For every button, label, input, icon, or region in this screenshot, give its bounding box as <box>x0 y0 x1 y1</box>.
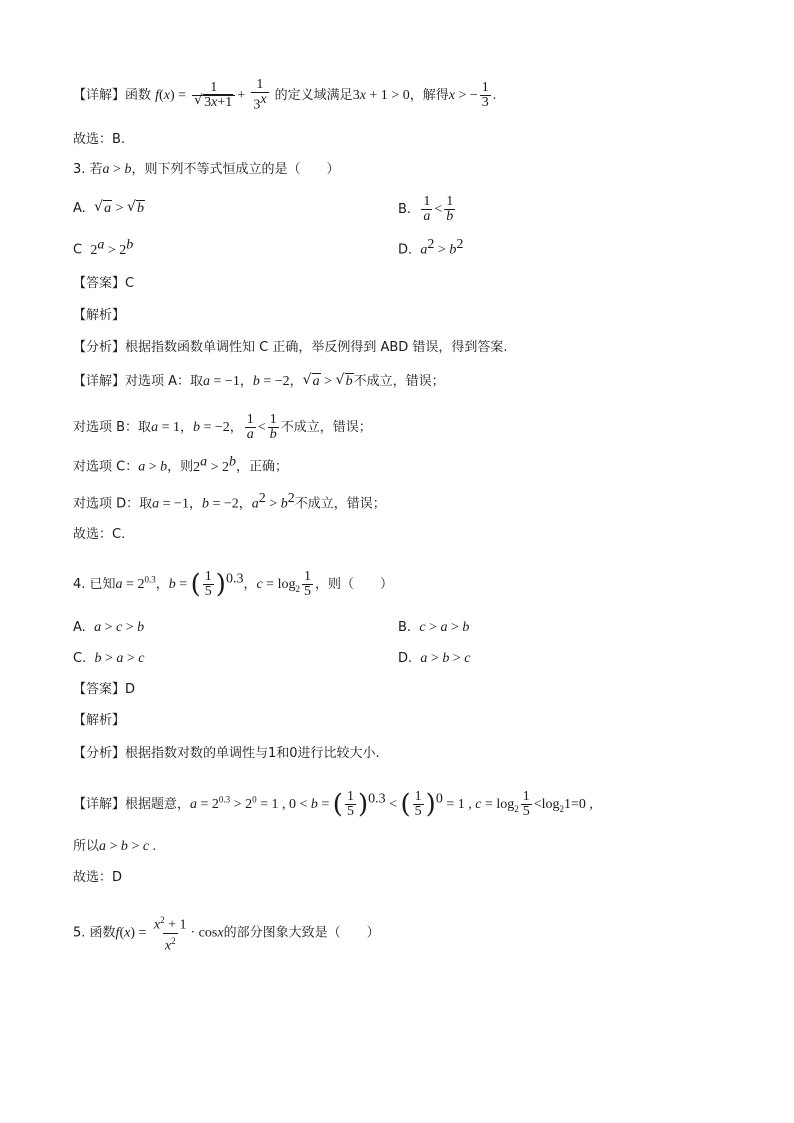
q4-option-a: A. a > c > b <box>73 620 145 635</box>
q4-option-b: B. c > a > b <box>398 620 470 635</box>
q4-detail: 【详解】根据题意，$a = 2^{0.3} > 2^0 = 1$ , 0 < b = ( $\frac{1}{5}$ )$^{0.3}$ < ( $\frac{1}{5}$ )$^0$ = 1 , $c = \log_2$ $\frac{1}{5}$ $<\log_21=0$ , <box>73 789 593 820</box>
q3-detail-c: 对选项 C：a > b，则$2^a > 2^b$，正确； <box>73 454 289 475</box>
q3-analysis: 【分析】根据指数函数单调性知 C 正确，举反例得到 ABD 错误，得到答案. <box>73 340 508 355</box>
q3-analysis-label: 【解析】 <box>73 308 126 323</box>
q3-option-b: B. $\frac{1}{a}$ < $\frac{1}{b}$ <box>398 194 454 224</box>
formula-fx: f <box>155 87 160 103</box>
question-4-stem: 4. 已知$a = 2^{0.3}$，b = ( $\frac{1}{5}$ )$^{0.3}$，$c = \log_2$ $\frac{1}{5}$ ，则（ ） <box>73 569 393 600</box>
q4-analysis: 【分析】根据指数对数的单调性与1和0进行比较大小. <box>73 746 380 761</box>
q3-detail-a: 【详解】对选项 A：取a = −1，b = −2，√ a > √ b不成立，错误； <box>73 373 445 391</box>
fraction-1-sqrt: 1 √ 3x+1 <box>192 81 235 110</box>
q3-option-c: C $2^a > 2^b$ <box>73 237 134 258</box>
q3-choose: 故选：C. <box>73 527 126 542</box>
detail-line-q2: 【详解】函数 f(x) = 1 √ 3x+1 + $\frac{1}{3^x}$ 的定义域满足3x + 1 > 0，解得x > − $\frac{1}{3}$ . <box>73 78 496 113</box>
detail-label: 【详解】函数 <box>73 87 152 103</box>
q4-choose: 故选：D <box>73 870 123 885</box>
q3-detail-d: 对选项 D：取a = −1，b = −2，$a^2 > b^2$不成立，错误； <box>73 491 386 512</box>
fraction-1-3x: $\frac{1}{3^x}$ <box>253 77 267 113</box>
question-3-stem: 3. 若a > b，则下列不等式恒成立的是（ ） <box>73 162 340 177</box>
question-5-stem: 5. 函数f(x) = $\frac{x^2 + 1}{x^2}$ · cosx的部分图象大致是（ ） <box>73 915 380 954</box>
choose-q2: 故选：B. <box>73 132 126 147</box>
q4-option-c: C. b > a > c <box>73 651 145 666</box>
q3-answer: 【答案】C <box>73 276 135 291</box>
q4-analysis-label: 【解析】 <box>73 713 126 728</box>
q3-option-a: A. √ a > √ b <box>73 200 145 218</box>
q3-detail-b: 对选项 B：取a = 1，b = −2， $\frac{1}{a}$ < $\frac{1}{b}$ 不成立，错误； <box>73 412 372 442</box>
q4-so: 所以a > b > c . <box>73 839 157 854</box>
q3-option-d: D. $a^2 > b^2$ <box>398 237 464 258</box>
q4-option-d: D. a > b > c <box>398 651 471 666</box>
q4-answer: 【答案】D <box>73 682 136 697</box>
